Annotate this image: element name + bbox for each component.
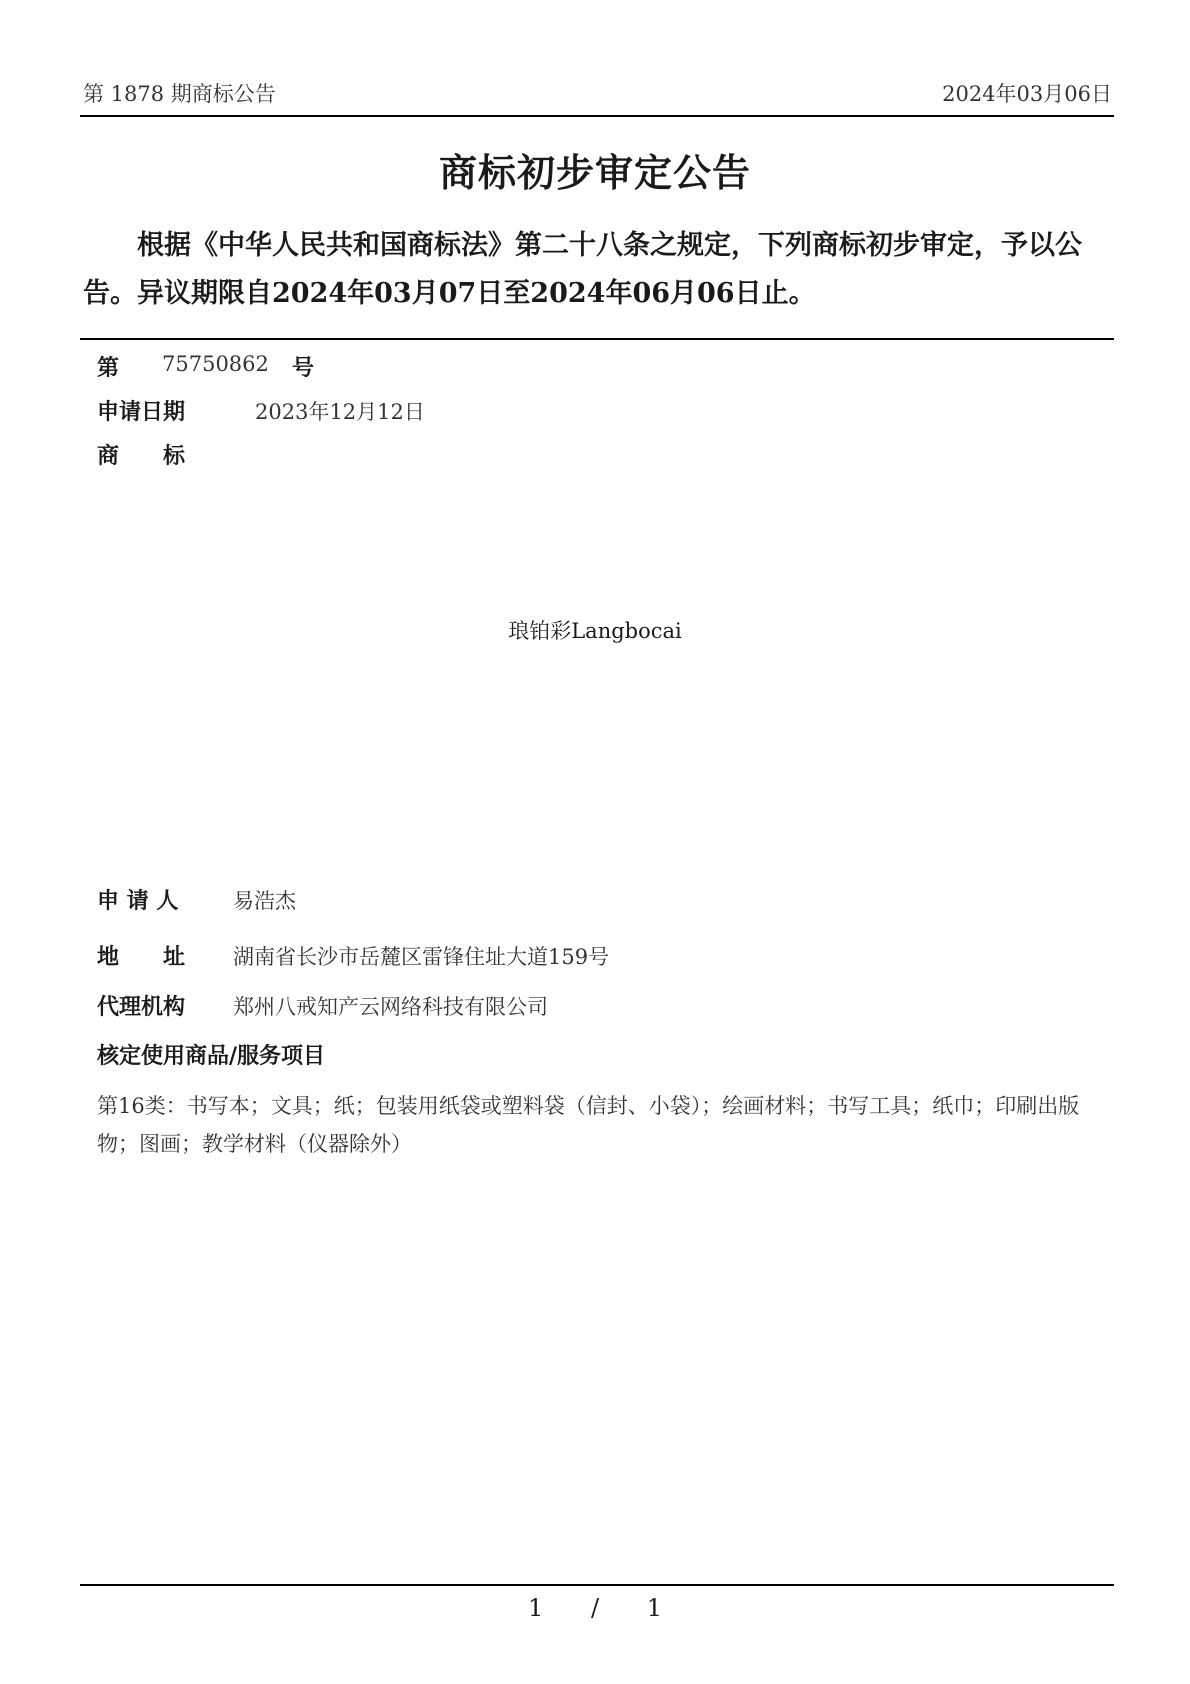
- section-divider: [80, 338, 1114, 340]
- registration-number: 75750862: [162, 352, 269, 376]
- header-date: 2024年03月06日: [942, 82, 1112, 106]
- applicant-label: 申 请 人: [97, 888, 179, 914]
- page-title: 商标初步审定公告: [438, 150, 751, 195]
- footer-divider: [80, 1584, 1114, 1586]
- header-issue: 第 1878 期商标公告: [83, 82, 276, 106]
- apply-date-label: 申请日期: [97, 399, 186, 425]
- mark-label: 商 标: [97, 443, 186, 469]
- goods-services-list: 第16类：书写本；文具；纸；包装用纸袋或塑料袋（信封、小袋）；绘画材料；书写工具；纸巾；印刷出版物；图画；教学材料（仪器除外）: [97, 1094, 1080, 1156]
- header-divider: [80, 115, 1114, 117]
- applicant-value: 易浩杰: [233, 889, 296, 913]
- page-separator: /: [590, 1594, 600, 1622]
- announcement-intro: 根据《中华人民共和国商标法》第二十八条之规定，下列商标初步审定，予以公告。异议期限自2024年03月07日至2024年06月06日止。: [83, 230, 1082, 309]
- apply-date-value: 2023年12月12日: [255, 400, 425, 424]
- agent-label: 代理机构: [97, 994, 186, 1020]
- page-indicator: [0, 1594, 1190, 1622]
- number-suffix: 号: [292, 355, 315, 381]
- trademark-text: 琅铂彩Langbocai: [508, 619, 682, 643]
- address-value: 湖南省长沙市岳麓区雷锋住址大道159号: [233, 945, 610, 969]
- number-prefix: 第: [97, 355, 120, 381]
- address-label: 地 址: [97, 944, 186, 970]
- goods-label: 核定使用商品/服务项目: [97, 1043, 326, 1069]
- agent-value: 郑州八戒知产云网络科技有限公司: [233, 995, 548, 1019]
- page-current: 1: [528, 1594, 544, 1622]
- page-total: 1: [646, 1594, 662, 1622]
